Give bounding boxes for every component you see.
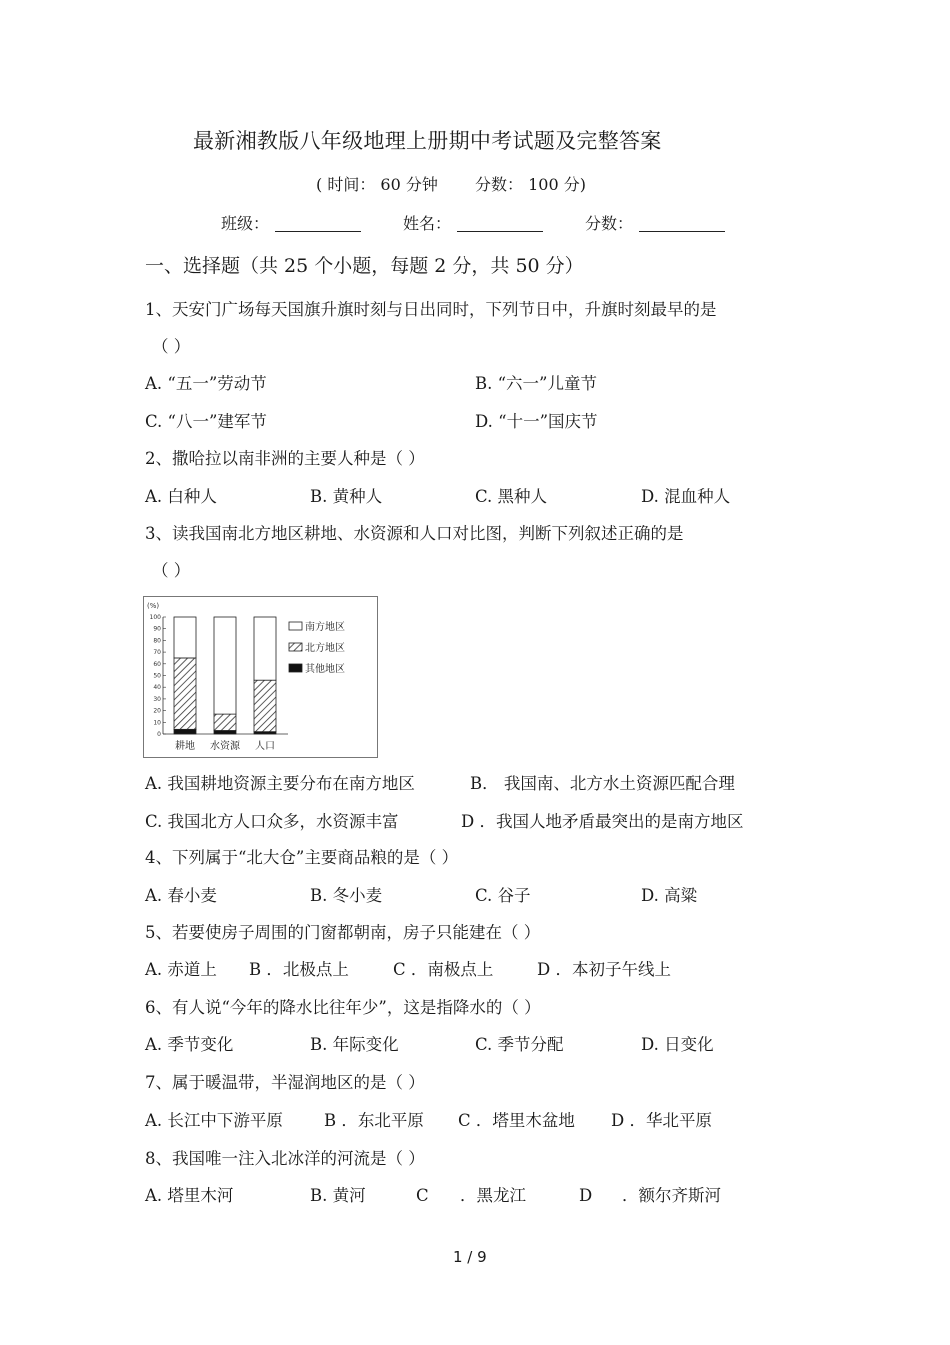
y-tick-label: 20 <box>153 707 161 715</box>
score-field <box>585 215 725 232</box>
name-blank <box>457 215 543 232</box>
q4-option-d: D. 高粱 <box>641 886 698 905</box>
question-8-stem: 8、我国唯一注入北冰洋的河流是（ ） <box>145 1149 425 1168</box>
q5-option-c: C ．南极点上 <box>393 960 494 979</box>
legend-label: 其他地区 <box>305 664 345 675</box>
q2-option-b: B. 黄种人 <box>310 487 383 506</box>
x-category-label: 水资源 <box>210 741 240 752</box>
score-blank <box>639 215 725 232</box>
q7-option-d: D ．华北平原 <box>611 1111 712 1130</box>
page-number: 1 / 9 <box>453 1248 487 1266</box>
y-tick-label: 30 <box>153 695 161 703</box>
x-category-label: 人口 <box>255 741 275 752</box>
section-heading: 一、选择题（共 25 个小题，每题 2 分，共 50 分） <box>145 255 584 277</box>
q5-option-d: D ．本初子午线上 <box>537 960 671 979</box>
y-tick-label: 50 <box>153 672 161 680</box>
q6-option-b: B. 年际变化 <box>310 1035 399 1054</box>
question-1-stem: 1、天安门广场每天国旗升旗时刻与日出同时，下列节日中，升旗时刻最早的是 <box>145 300 717 319</box>
time-info: ( 时间： 60 分钟 <box>316 175 438 194</box>
q2-option-a: A. 白种人 <box>145 487 217 506</box>
bar-segment <box>214 730 236 734</box>
q8-option-b: B. 黄河 <box>310 1186 366 1205</box>
q2-option-d: D. 混血种人 <box>641 487 731 506</box>
legend-swatch <box>289 622 302 630</box>
q6-option-a: A. 季节变化 <box>145 1035 234 1054</box>
score-info: 分数： 100 分) <box>475 175 586 194</box>
question-1-paren: （ ） <box>152 337 191 356</box>
question-5-stem: 5、若要使房子周围的门窗都朝南，房子只能建在（ ） <box>145 923 541 942</box>
q2-option-c: C. 黑种人 <box>475 487 548 506</box>
y-tick-label: 60 <box>153 660 161 668</box>
q1-option-a: A. “五一”劳动节 <box>145 374 267 393</box>
class-field <box>221 215 361 232</box>
class-label: 班级： <box>221 214 270 233</box>
q3-option-c: C. 我国北方人口众多，水资源丰富 <box>145 812 399 831</box>
bar-segment <box>254 617 276 680</box>
q6-option-d: D. 日变化 <box>641 1035 714 1054</box>
question-3-paren: （ ） <box>152 561 191 580</box>
bar-segment <box>174 617 196 658</box>
y-tick-label: 100 <box>149 614 161 621</box>
legend-label: 北方地区 <box>305 643 345 654</box>
q8-option-d-letter: D <box>579 1186 593 1205</box>
bar-segment <box>214 714 236 730</box>
score-label: 分数： <box>585 214 634 233</box>
question-2-stem: 2、撒哈拉以南非洲的主要人种是（ ） <box>145 449 425 468</box>
q6-option-c: C. 季节分配 <box>475 1035 564 1054</box>
q4-option-c: C. 谷子 <box>475 886 531 905</box>
q1-option-b: B. “六一”儿童节 <box>475 374 597 393</box>
q3-option-b: B． 我国南、北方水土资源匹配合理 <box>470 774 735 793</box>
q7-option-b: B ．东北平原 <box>324 1111 424 1130</box>
q5-option-a: A. 赤道上 <box>145 960 217 979</box>
q7-option-a: A. 长江中下游平原 <box>145 1111 283 1130</box>
land-water-population-chart <box>143 596 378 758</box>
y-tick-label: 70 <box>153 649 161 657</box>
question-7-stem: 7、属于暖温带，半湿润地区的是（ ） <box>145 1073 425 1092</box>
bar-segment <box>254 680 276 731</box>
legend-label: 南方地区 <box>305 622 345 633</box>
y-axis-unit: (%) <box>147 602 160 610</box>
bar-segment <box>174 729 196 734</box>
y-tick-label: 80 <box>153 637 161 645</box>
q8-option-d-text: ．额尔齐斯河 <box>622 1186 721 1205</box>
q3-option-a: A. 我国耕地资源主要分布在南方地区 <box>145 774 415 793</box>
name-field <box>403 215 543 232</box>
y-tick-label: 0 <box>157 731 161 738</box>
page-title: 最新湘教版八年级地理上册期中考试题及完整答案 <box>193 129 662 153</box>
bar-segment <box>214 617 236 714</box>
name-label: 姓名： <box>403 214 452 233</box>
q1-option-d: D. “十一”国庆节 <box>475 412 598 431</box>
y-tick-label: 90 <box>153 625 161 633</box>
q4-option-a: A. 春小麦 <box>145 886 217 905</box>
q8-option-c-text: ．黑龙江 <box>460 1186 526 1205</box>
q5-option-b: B ．北极点上 <box>249 960 349 979</box>
question-6-stem: 6、有人说“今年的降水比往年少”，这是指降水的（ ） <box>145 998 541 1017</box>
q1-option-c: C. “八一”建军节 <box>145 412 267 431</box>
class-blank <box>275 215 361 232</box>
q4-option-b: B. 冬小麦 <box>310 886 383 905</box>
y-tick-label: 40 <box>153 684 161 692</box>
question-4-stem: 4、下列属于“北大仓”主要商品粮的是（ ） <box>145 848 459 867</box>
q3-option-d: D ．我国人地矛盾最突出的是南方地区 <box>461 812 744 831</box>
y-tick-label: 10 <box>153 719 161 727</box>
q8-option-a: A. 塔里木河 <box>145 1186 234 1205</box>
legend-swatch <box>289 643 302 651</box>
q8-option-c-letter: C <box>416 1186 429 1205</box>
bar-segment <box>174 658 196 729</box>
legend-swatch <box>289 664 302 672</box>
x-category-label: 耕地 <box>175 741 195 752</box>
q7-option-c: C ．塔里木盆地 <box>458 1111 575 1130</box>
question-3-stem: 3、读我国南北方地区耕地、水资源和人口对比图，判断下列叙述正确的是 <box>145 524 684 543</box>
